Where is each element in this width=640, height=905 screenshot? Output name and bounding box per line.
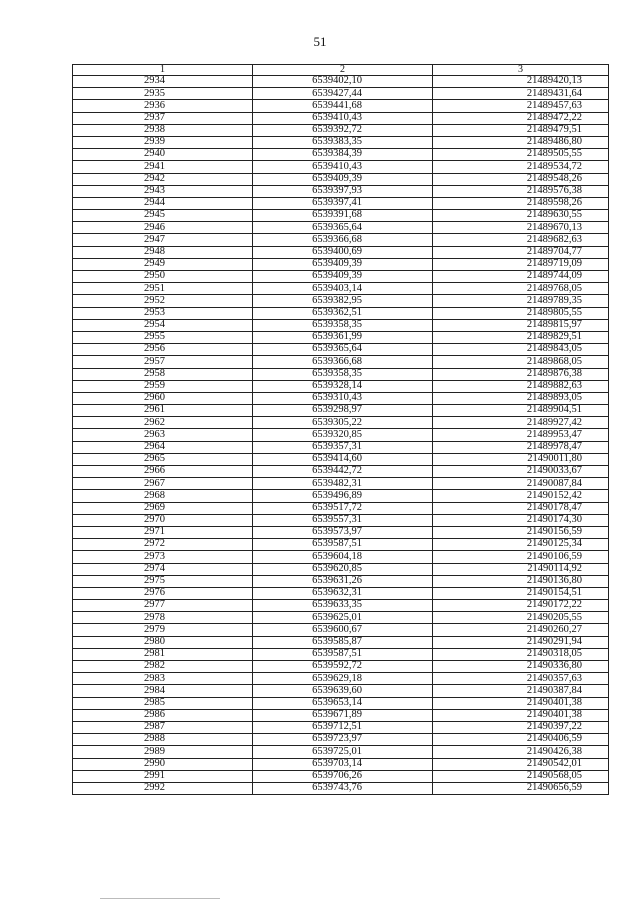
point-number-cell: 2990 (73, 758, 253, 770)
point-number-cell: 2989 (73, 746, 253, 758)
x-coordinate-cell: 6539382,95 (253, 295, 433, 307)
point-number-cell: 2942 (73, 173, 253, 185)
point-number-cell: 2980 (73, 636, 253, 648)
table-row (73, 770, 609, 782)
table-row (73, 514, 609, 526)
table-row (73, 283, 609, 295)
x-coordinate-cell: 6539712,51 (253, 721, 433, 733)
x-coordinate-cell: 6539320,85 (253, 429, 433, 441)
point-number-cell: 2987 (73, 721, 253, 733)
table-row (73, 478, 609, 490)
y-coordinate-cell: 21490136,80 (433, 575, 609, 587)
x-coordinate-cell: 6539361,99 (253, 331, 433, 343)
table-row (73, 466, 609, 478)
table-row (73, 100, 609, 112)
x-coordinate-cell: 6539725,01 (253, 746, 433, 758)
y-coordinate-cell: 21490401,38 (433, 697, 609, 709)
table-row (73, 319, 609, 331)
table-row (73, 551, 609, 563)
x-coordinate-cell: 6539633,35 (253, 600, 433, 612)
y-coordinate-cell: 21489486,80 (433, 136, 609, 148)
table-row (73, 112, 609, 124)
y-coordinate-cell: 21489893,05 (433, 392, 609, 404)
point-number-cell: 2970 (73, 514, 253, 526)
point-number-cell: 2977 (73, 600, 253, 612)
table-row (73, 673, 609, 685)
point-number-cell: 2973 (73, 551, 253, 563)
table-row (73, 124, 609, 136)
point-number-cell: 2983 (73, 673, 253, 685)
table-row (73, 624, 609, 636)
y-coordinate-cell: 21489805,55 (433, 307, 609, 319)
y-coordinate-cell: 21489598,26 (433, 197, 609, 209)
x-coordinate-cell: 6539410,43 (253, 112, 433, 124)
y-coordinate-cell: 21490205,55 (433, 612, 609, 624)
point-number-cell: 2938 (73, 124, 253, 136)
x-coordinate-cell: 6539703,14 (253, 758, 433, 770)
x-coordinate-cell: 6539362,51 (253, 307, 433, 319)
table-row (73, 258, 609, 270)
y-coordinate-cell: 21490401,38 (433, 709, 609, 721)
column-header-1: 1 (73, 65, 253, 76)
y-coordinate-cell: 21489576,38 (433, 185, 609, 197)
y-coordinate-cell: 21489768,05 (433, 283, 609, 295)
x-coordinate-cell: 6539402,10 (253, 76, 433, 88)
table-row (73, 295, 609, 307)
y-coordinate-cell: 21489829,51 (433, 331, 609, 343)
y-coordinate-cell: 21490291,94 (433, 636, 609, 648)
x-coordinate-cell: 6539414,60 (253, 453, 433, 465)
y-coordinate-cell: 21490156,59 (433, 526, 609, 538)
point-number-cell: 2963 (73, 429, 253, 441)
table-row (73, 709, 609, 721)
table-row (73, 271, 609, 283)
table-row (73, 441, 609, 453)
table-row (73, 197, 609, 209)
x-coordinate-cell: 6539358,35 (253, 319, 433, 331)
y-coordinate-cell: 21490542,01 (433, 758, 609, 770)
y-coordinate-cell: 21490336,80 (433, 661, 609, 673)
y-coordinate-cell: 21490174,30 (433, 514, 609, 526)
y-coordinate-cell: 21489978,47 (433, 441, 609, 453)
table-row (73, 234, 609, 246)
table-row (73, 368, 609, 380)
point-number-cell: 2958 (73, 368, 253, 380)
x-coordinate-cell: 6539631,26 (253, 575, 433, 587)
y-coordinate-cell: 21489704,77 (433, 246, 609, 258)
y-coordinate-cell: 21489927,42 (433, 417, 609, 429)
y-coordinate-cell: 21490154,51 (433, 587, 609, 599)
table-row (73, 161, 609, 173)
table-row (73, 344, 609, 356)
y-coordinate-cell: 21490357,63 (433, 673, 609, 685)
x-coordinate-cell: 6539600,67 (253, 624, 433, 636)
table-row (73, 661, 609, 673)
y-coordinate-cell: 21489420,13 (433, 76, 609, 88)
x-coordinate-cell: 6539305,22 (253, 417, 433, 429)
y-coordinate-cell: 21490106,59 (433, 551, 609, 563)
table-row (73, 612, 609, 624)
x-coordinate-cell: 6539723,97 (253, 734, 433, 746)
point-number-cell: 2964 (73, 441, 253, 453)
x-coordinate-cell: 6539365,64 (253, 222, 433, 234)
point-number-cell: 2957 (73, 356, 253, 368)
x-coordinate-cell: 6539706,26 (253, 770, 433, 782)
table-row (73, 246, 609, 258)
y-coordinate-cell: 21489630,55 (433, 210, 609, 222)
y-coordinate-cell: 21489719,09 (433, 258, 609, 270)
point-number-cell: 2934 (73, 76, 253, 88)
table-row (73, 185, 609, 197)
point-number-cell: 2953 (73, 307, 253, 319)
point-number-cell: 2960 (73, 392, 253, 404)
x-coordinate-cell: 6539397,41 (253, 197, 433, 209)
x-coordinate-cell: 6539585,87 (253, 636, 433, 648)
x-coordinate-cell: 6539392,72 (253, 124, 433, 136)
point-number-cell: 2951 (73, 283, 253, 295)
point-number-cell: 2971 (73, 526, 253, 538)
y-coordinate-cell: 21490406,59 (433, 734, 609, 746)
table-row (73, 734, 609, 746)
x-coordinate-cell: 6539409,39 (253, 271, 433, 283)
point-number-cell: 2982 (73, 661, 253, 673)
table-row (73, 210, 609, 222)
x-coordinate-cell: 6539397,93 (253, 185, 433, 197)
table-row (73, 563, 609, 575)
x-coordinate-cell: 6539587,51 (253, 539, 433, 551)
y-coordinate-cell: 21490568,05 (433, 770, 609, 782)
point-number-cell: 2985 (73, 697, 253, 709)
y-coordinate-cell: 21490114,92 (433, 563, 609, 575)
y-coordinate-cell: 21490318,05 (433, 648, 609, 660)
x-coordinate-cell: 6539403,14 (253, 283, 433, 295)
x-coordinate-cell: 6539366,68 (253, 356, 433, 368)
y-coordinate-cell: 21490172,22 (433, 600, 609, 612)
x-coordinate-cell: 6539587,51 (253, 648, 433, 660)
table-row (73, 417, 609, 429)
point-number-cell: 2950 (73, 271, 253, 283)
point-number-cell: 2937 (73, 112, 253, 124)
x-coordinate-cell: 6539400,69 (253, 246, 433, 258)
table-row (73, 380, 609, 392)
point-number-cell: 2974 (73, 563, 253, 575)
point-number-cell: 2939 (73, 136, 253, 148)
table-row (73, 76, 609, 88)
page-number: 51 (313, 34, 327, 49)
table-row (73, 429, 609, 441)
x-coordinate-cell: 6539383,35 (253, 136, 433, 148)
y-coordinate-cell: 21489682,63 (433, 234, 609, 246)
table-row (73, 307, 609, 319)
point-number-cell: 2946 (73, 222, 253, 234)
x-coordinate-cell: 6539632,31 (253, 587, 433, 599)
point-number-cell: 2949 (73, 258, 253, 270)
point-number-cell: 2976 (73, 587, 253, 599)
table-row (73, 648, 609, 660)
x-coordinate-cell: 6539365,64 (253, 344, 433, 356)
point-number-cell: 2959 (73, 380, 253, 392)
y-coordinate-cell: 21490033,67 (433, 466, 609, 478)
point-number-cell: 2955 (73, 331, 253, 343)
column-header-2: 2 (253, 65, 433, 76)
table-row (73, 685, 609, 697)
point-number-cell: 2986 (73, 709, 253, 721)
x-coordinate-cell: 6539427,44 (253, 88, 433, 100)
column-header-3: 3 (433, 65, 609, 76)
point-number-cell: 2947 (73, 234, 253, 246)
table-row (73, 575, 609, 587)
x-coordinate-cell: 6539604,18 (253, 551, 433, 563)
point-number-cell: 2978 (73, 612, 253, 624)
y-coordinate-cell: 21490178,47 (433, 502, 609, 514)
point-number-cell: 2979 (73, 624, 253, 636)
table-row (73, 490, 609, 502)
point-number-cell: 2968 (73, 490, 253, 502)
point-number-cell: 2944 (73, 197, 253, 209)
x-coordinate-cell: 6539629,18 (253, 673, 433, 685)
x-coordinate-cell: 6539496,89 (253, 490, 433, 502)
x-coordinate-cell: 6539557,31 (253, 514, 433, 526)
y-coordinate-cell: 21489548,26 (433, 173, 609, 185)
y-coordinate-cell: 21489843,05 (433, 344, 609, 356)
x-coordinate-cell: 6539391,68 (253, 210, 433, 222)
x-coordinate-cell: 6539653,14 (253, 697, 433, 709)
point-number-cell: 2966 (73, 466, 253, 478)
coordinates-table (72, 64, 609, 795)
y-coordinate-cell: 21489457,63 (433, 100, 609, 112)
y-coordinate-cell: 21490397,22 (433, 721, 609, 733)
y-coordinate-cell: 21489882,63 (433, 380, 609, 392)
point-number-cell: 2945 (73, 210, 253, 222)
x-coordinate-cell: 6539410,43 (253, 161, 433, 173)
y-coordinate-cell: 21490387,84 (433, 685, 609, 697)
point-number-cell: 2988 (73, 734, 253, 746)
y-coordinate-cell: 21490656,59 (433, 782, 609, 794)
table-row (73, 746, 609, 758)
x-coordinate-cell: 6539328,14 (253, 380, 433, 392)
table-row (73, 502, 609, 514)
y-coordinate-cell: 21490011,80 (433, 453, 609, 465)
table-row (73, 222, 609, 234)
y-coordinate-cell: 21489868,05 (433, 356, 609, 368)
x-coordinate-cell: 6539310,43 (253, 392, 433, 404)
x-coordinate-cell: 6539441,68 (253, 100, 433, 112)
point-number-cell: 2969 (73, 502, 253, 514)
y-coordinate-cell: 21489904,51 (433, 405, 609, 417)
x-coordinate-cell: 6539357,31 (253, 441, 433, 453)
y-coordinate-cell: 21489670,13 (433, 222, 609, 234)
y-coordinate-cell: 21489479,51 (433, 124, 609, 136)
table-row (73, 697, 609, 709)
y-coordinate-cell: 21490260,27 (433, 624, 609, 636)
y-coordinate-cell: 21489953,47 (433, 429, 609, 441)
x-coordinate-cell: 6539442,72 (253, 466, 433, 478)
x-coordinate-cell: 6539366,68 (253, 234, 433, 246)
table-row (73, 356, 609, 368)
y-coordinate-cell: 21489472,22 (433, 112, 609, 124)
point-number-cell: 2992 (73, 782, 253, 794)
y-coordinate-cell: 21489534,72 (433, 161, 609, 173)
table-row (73, 149, 609, 161)
y-coordinate-cell: 21490125,34 (433, 539, 609, 551)
point-number-cell: 2941 (73, 161, 253, 173)
x-coordinate-cell: 6539298,97 (253, 405, 433, 417)
table-row (73, 392, 609, 404)
point-number-cell: 2965 (73, 453, 253, 465)
x-coordinate-cell: 6539592,72 (253, 661, 433, 673)
x-coordinate-cell: 6539671,89 (253, 709, 433, 721)
y-coordinate-cell: 21489431,64 (433, 88, 609, 100)
table-row (73, 539, 609, 551)
table-row (73, 526, 609, 538)
table-row (73, 88, 609, 100)
y-coordinate-cell: 21490152,42 (433, 490, 609, 502)
y-coordinate-cell: 21489876,38 (433, 368, 609, 380)
table-row (73, 173, 609, 185)
table-row (73, 587, 609, 599)
point-number-cell: 2935 (73, 88, 253, 100)
table-body (73, 76, 609, 795)
y-coordinate-cell: 21489505,55 (433, 149, 609, 161)
table-row (73, 721, 609, 733)
y-coordinate-cell: 21490087,84 (433, 478, 609, 490)
point-number-cell: 2984 (73, 685, 253, 697)
table-row (73, 600, 609, 612)
bottom-rule (100, 898, 220, 899)
point-number-cell: 2954 (73, 319, 253, 331)
point-number-cell: 2956 (73, 344, 253, 356)
point-number-cell: 2975 (73, 575, 253, 587)
y-coordinate-cell: 21490426,38 (433, 746, 609, 758)
x-coordinate-cell: 6539482,31 (253, 478, 433, 490)
table-row (73, 405, 609, 417)
point-number-cell: 2981 (73, 648, 253, 660)
x-coordinate-cell: 6539409,39 (253, 258, 433, 270)
table-header-row (73, 65, 609, 76)
x-coordinate-cell: 6539620,85 (253, 563, 433, 575)
table-row (73, 758, 609, 770)
point-number-cell: 2972 (73, 539, 253, 551)
x-coordinate-cell: 6539743,76 (253, 782, 433, 794)
table-row (73, 453, 609, 465)
point-number-cell: 2952 (73, 295, 253, 307)
x-coordinate-cell: 6539358,35 (253, 368, 433, 380)
y-coordinate-cell: 21489789,35 (433, 295, 609, 307)
point-number-cell: 2967 (73, 478, 253, 490)
table-row (73, 331, 609, 343)
x-coordinate-cell: 6539639,60 (253, 685, 433, 697)
table-row (73, 636, 609, 648)
x-coordinate-cell: 6539384,39 (253, 149, 433, 161)
point-number-cell: 2961 (73, 405, 253, 417)
x-coordinate-cell: 6539517,72 (253, 502, 433, 514)
point-number-cell: 2948 (73, 246, 253, 258)
x-coordinate-cell: 6539625,01 (253, 612, 433, 624)
table-row (73, 136, 609, 148)
x-coordinate-cell: 6539573,97 (253, 526, 433, 538)
point-number-cell: 2940 (73, 149, 253, 161)
point-number-cell: 2991 (73, 770, 253, 782)
point-number-cell: 2943 (73, 185, 253, 197)
y-coordinate-cell: 21489815,97 (433, 319, 609, 331)
x-coordinate-cell: 6539409,39 (253, 173, 433, 185)
point-number-cell: 2962 (73, 417, 253, 429)
y-coordinate-cell: 21489744,09 (433, 271, 609, 283)
point-number-cell: 2936 (73, 100, 253, 112)
table-row (73, 782, 609, 794)
